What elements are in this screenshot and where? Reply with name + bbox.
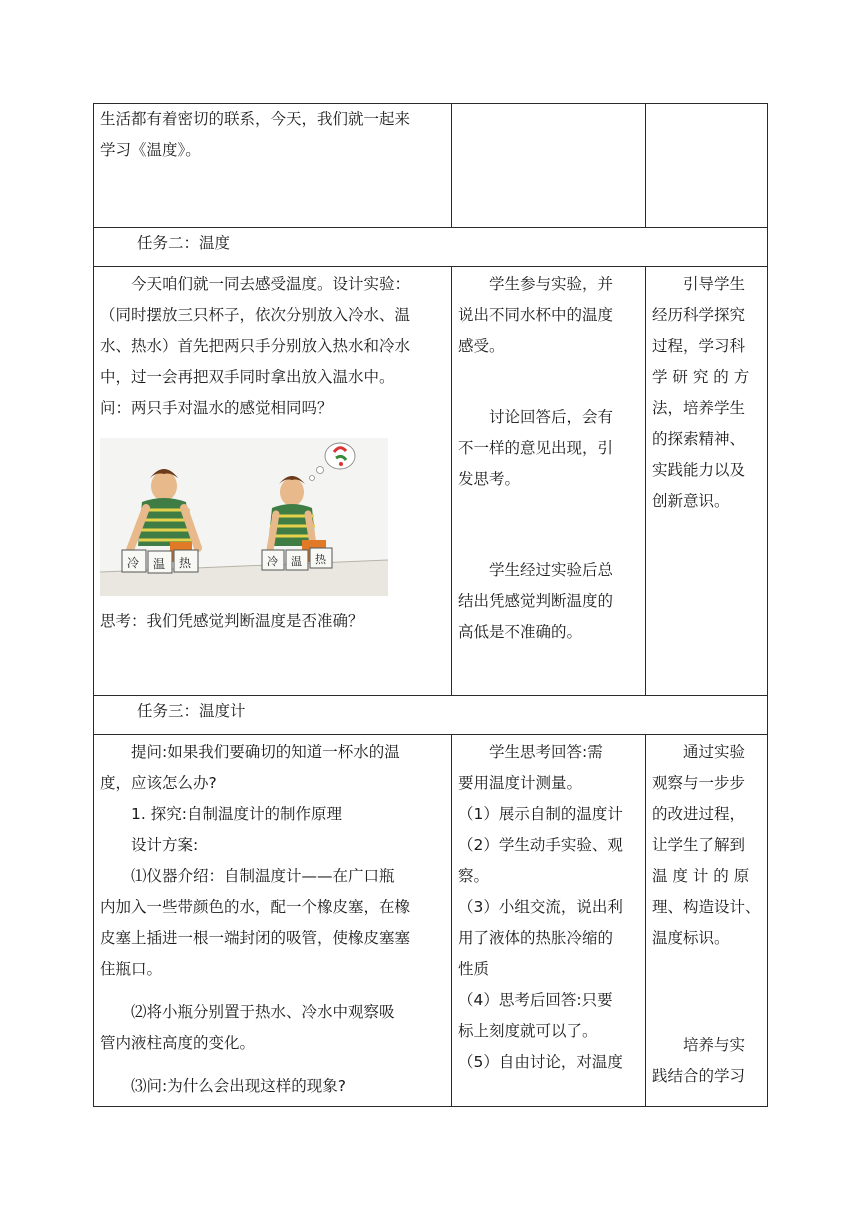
task2-student-c-line-2: 结出凭感觉判断温度的 — [458, 592, 614, 610]
task3-intent-a-line-7: 温度标识。 — [652, 929, 730, 947]
intro-intent-cell — [646, 104, 768, 228]
table-row-task3 — [94, 735, 768, 1107]
task3-intent-a-line-6: 理、构造设计、 — [652, 898, 761, 916]
task2-intent-line-6: 的探索精神、 — [652, 430, 746, 448]
task3-student-answer-line-1: 学生思考回答:需 — [489, 743, 603, 761]
task3-intent-cell — [646, 735, 768, 1107]
task3-student-item-4-line-1: （4）思考后回答:只要 — [458, 991, 613, 1009]
lesson-plan-table — [93, 103, 768, 1107]
task2-intent-line-2: 经历科学探究 — [652, 306, 746, 324]
task3-step1-line-4: 住瓶口。 — [100, 960, 163, 978]
task2-teacher-line-1: 今天咱们就一同去感受温度。设计实验： — [131, 275, 411, 293]
task3-student-cell — [452, 735, 646, 1107]
task3-step3-line: ⑶问:为什么会出现这样的现象? — [131, 1077, 346, 1095]
task3-step1-line-1: ⑴仪器介绍：自制温度计——在广口瓶 — [131, 867, 395, 885]
task2-header: 任务二：温度 — [137, 234, 231, 252]
task3-student-item-5-line-1: （5）自由讨论，对温度 — [458, 1053, 623, 1071]
task2-intent-line-7: 实践能力以及 — [652, 461, 746, 479]
task3-question-line-2: 度，应该怎么办? — [100, 774, 217, 792]
table-row-intro — [94, 104, 768, 228]
table-row-task3-header — [94, 696, 768, 735]
task2-intent-line-5: 法，培养学生 — [652, 399, 746, 417]
cup-label-right-hot: 热 — [315, 553, 326, 566]
task3-intent-a-line-3: 的改进过程， — [652, 805, 746, 823]
task3-step2-line-1: ⑵将小瓶分别置于热水、冷水中观察吸 — [131, 1003, 395, 1021]
task3-intent-a-line-4: 让学生了解到 — [652, 836, 746, 854]
task2-student-a-line-3: 感受。 — [458, 337, 505, 355]
task3-student-item-4-line-2: 标上刻度就可以了。 — [458, 1022, 598, 1040]
task3-step2-line-2: 管内液柱高度的变化。 — [100, 1034, 256, 1052]
task2-teacher-line-4: 中，过一会再把双手同时拿出放入温水中。 — [100, 368, 395, 386]
task2-student-b-line-3: 发思考。 — [458, 470, 521, 488]
task3-student-item-3-line-2: 用了液体的热胀冷缩的 — [458, 929, 614, 947]
task2-intent-cell — [646, 267, 768, 696]
task2-header-cell — [94, 228, 768, 267]
task3-header-cell — [94, 696, 768, 735]
task2-intent-line-1: 引导学生 — [683, 275, 746, 293]
task3-step1-line-2: 内加入一些带颜色的水，配一个橡皮塞，在橡 — [100, 898, 411, 916]
task3-intent-a-line-2: 观察与一步步 — [652, 774, 746, 792]
task3-student-answer-line-2: 要用温度计测量。 — [458, 774, 583, 792]
task2-intent-line-8: 创新意识。 — [652, 492, 730, 510]
task2-teacher-line-3: 水、热水）首先把两只手分别放入热水和冷水 — [100, 337, 411, 355]
task3-teacher-cell — [94, 735, 452, 1107]
task2-student-b-line-2: 不一样的意见出现，引 — [458, 439, 614, 457]
task3-explore-heading: 1. 探究:自制温度计的制作原理 — [131, 805, 342, 823]
task3-design-plan-label: 设计方案: — [131, 836, 199, 854]
cup-label-left-warm: 温 — [153, 557, 166, 571]
task2-intent-line-3: 过程，学习科 — [652, 337, 746, 355]
task2-student-a-line-2: 说出不同水杯中的温度 — [458, 306, 614, 324]
cup-label-right-warm: 温 — [291, 555, 302, 568]
table-row-task2-header — [94, 228, 768, 267]
cups-left — [122, 550, 198, 573]
task3-student-item-2-line-2: 察。 — [458, 867, 490, 885]
task2-intent-line-4: 学 研 究 的 方 — [652, 368, 750, 386]
intro-line-2: 学习《温度》。 — [100, 141, 201, 159]
task2-student-a-line-1: 学生参与实验，并 — [489, 275, 614, 293]
task3-intent-a-line-5: 温 度 计 的 原 — [652, 867, 750, 885]
task2-student-b-line-1: 讨论回答后，会有 — [489, 408, 614, 426]
intro-line-1: 生活都有着密切的联系，今天，我们就一起来 — [100, 110, 411, 128]
task3-question-line-1: 提问:如果我们要确切的知道一杯水的温 — [131, 743, 400, 761]
task3-step1-line-3: 皮塞上插进一根一端封闭的吸管，使橡皮塞塞 — [100, 929, 411, 947]
task2-teacher-line-2: （同时摆放三只杯子，依次分别放入冷水、温 — [100, 306, 411, 324]
intro-teacher-cell — [94, 104, 452, 228]
task2-teacher-cell — [94, 267, 452, 696]
task2-student-c-line-1: 学生经过实验后总 — [489, 561, 614, 579]
task3-student-item-3-line-3: 性质 — [458, 960, 490, 978]
task3-student-item-3-line-1: （3）小组交流，说出利 — [458, 898, 623, 916]
intro-student-cell — [452, 104, 646, 228]
cup-label-left-hot: 热 — [179, 556, 192, 570]
cups-right — [262, 548, 332, 570]
hand-experiment-illustration — [100, 438, 388, 596]
task3-intent-a-line-1: 通过实验 — [683, 743, 746, 761]
cup-label-right-cold: 冷 — [267, 555, 278, 568]
task3-student-item-2-line-1: （2）学生动手实验、观 — [458, 836, 623, 854]
task3-intent-b-line-2: 践结合的学习 — [652, 1067, 746, 1085]
task3-student-item-1: （1）展示自制的温度计 — [458, 805, 623, 823]
task2-thinking-question: 思考：我们凭感觉判断温度是否准确？ — [100, 612, 364, 630]
task2-student-cell — [452, 267, 646, 696]
task3-intent-b-line-1: 培养与实 — [683, 1036, 746, 1054]
cup-label-left-cold: 冷 — [127, 556, 140, 570]
task2-student-c-line-3: 高低是不准确的。 — [458, 623, 583, 641]
task2-teacher-line-5: 问：两只手对温水的感觉相同吗？ — [100, 399, 333, 417]
task3-header: 任务三：温度计 — [137, 702, 246, 720]
table-row-task2 — [94, 267, 768, 696]
